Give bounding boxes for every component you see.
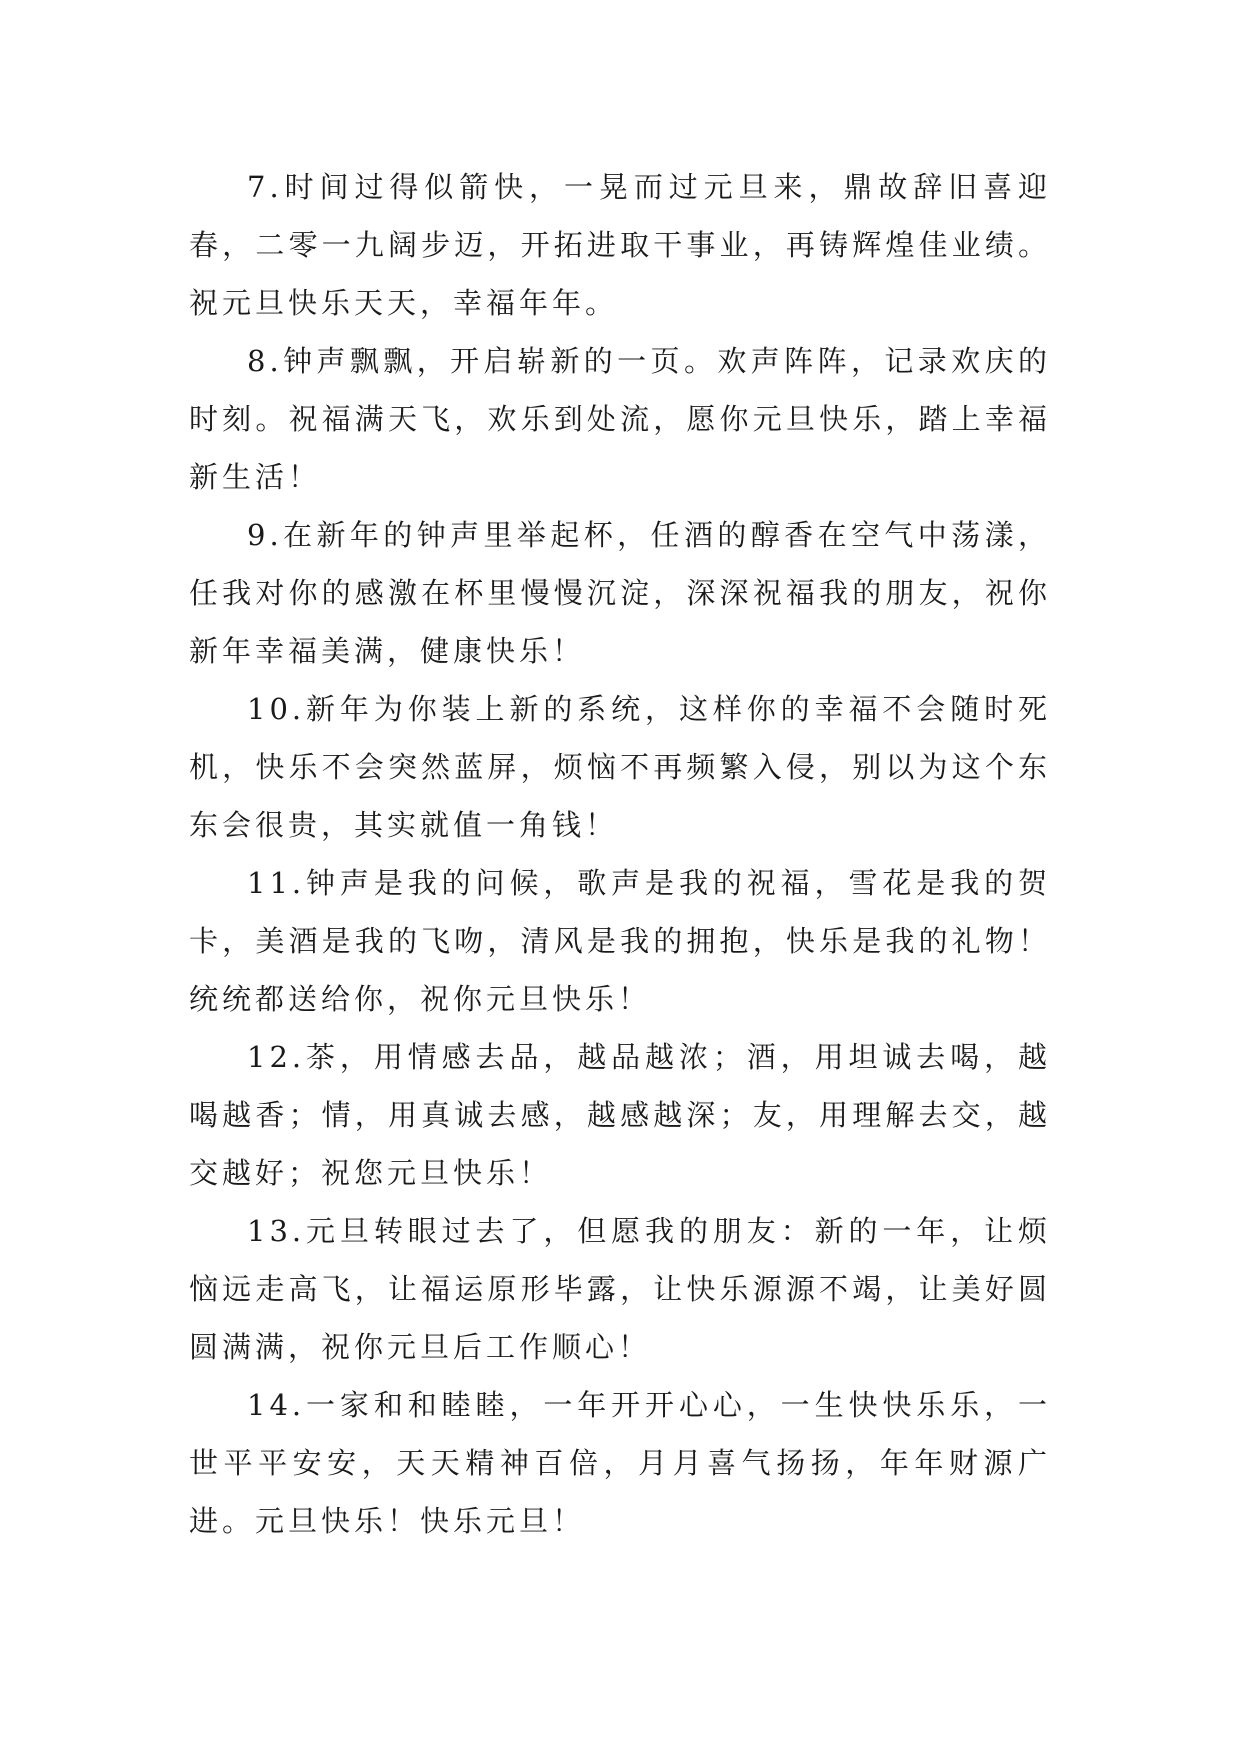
paragraph-14: 14.一家和和睦睦，一年开开心心，一生快快乐乐，一世平平安安，天天精神百倍，月月喜气扬扬，年年财源广进。元旦快乐！快乐元旦！ [189, 1388, 1051, 1538]
paragraph-11: 11.钟声是我的问候，歌声是我的祝福，雪花是我的贺卡，美酒是我的飞吻，清风是我的拥抱，快乐是我的礼物！统统都送给你，祝你元旦快乐！ [189, 866, 1051, 1016]
document-body [189, 158, 1051, 1550]
paragraph-13: 13.元旦转眼过去了，但愿我的朋友：新的一年，让烦恼远走高飞，让福运原形毕露，让快乐源源不竭，让美好圆圆满满，祝你元旦后工作顺心！ [189, 1214, 1051, 1364]
paragraph-10: 10.新年为你装上新的系统，这样你的幸福不会随时死机，快乐不会突然蓝屏，烦恼不再频繁入侵，别以为这个东东会很贵，其实就值一角钱！ [189, 692, 1051, 842]
paragraph-12: 12.茶，用情感去品，越品越浓；酒，用坦诚去喝，越喝越香；情，用真诚去感，越感越深；友，用理解去交，越交越好；祝您元旦快乐！ [189, 1040, 1051, 1190]
paragraph-7: 7.时间过得似箭快，一晃而过元旦来，鼎故辞旧喜迎春，二零一九阔步迈，开拓进取干事业，再铸辉煌佳业绩。祝元旦快乐天天，幸福年年。 [189, 170, 1051, 320]
paragraph-9: 9.在新年的钟声里举起杯，任酒的醇香在空气中荡漾，任我对你的感激在杯里慢慢沉淀，深深祝福我的朋友，祝你新年幸福美满，健康快乐！ [189, 518, 1051, 668]
paragraph-8: 8.钟声飘飘，开启崭新的一页。欢声阵阵，记录欢庆的时刻。祝福满天飞，欢乐到处流，愿你元旦快乐，踏上幸福新生活！ [189, 344, 1051, 494]
